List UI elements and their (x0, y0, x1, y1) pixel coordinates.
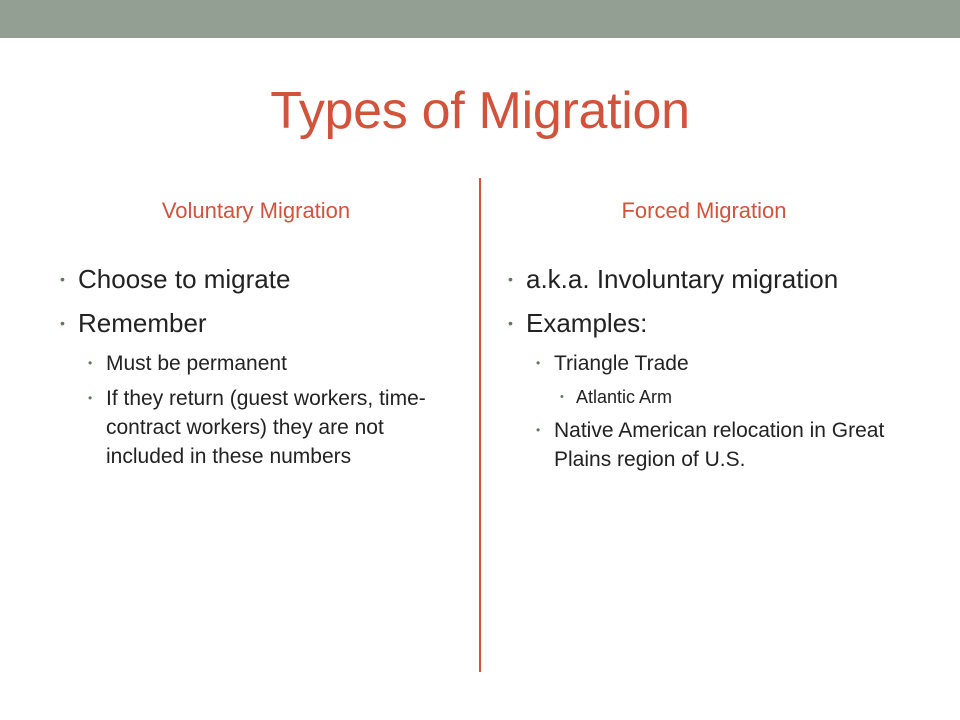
list-item-text: Remember (78, 308, 207, 338)
list-item (504, 305, 914, 341)
list-item-text: If they return (guest workers, time-contract workers) they are not included in these numbers (106, 387, 426, 468)
bullet-icon: • (60, 271, 65, 287)
list-item-text: Triangle Trade (554, 352, 689, 375)
list-item-text: Native American relocation in Great Plains region of U.S. (554, 419, 885, 471)
bullet-icon: • (536, 423, 541, 437)
list-item (504, 261, 914, 297)
list-item-text: a.k.a. Involuntary migration (526, 264, 839, 294)
bullet-icon: • (60, 315, 65, 331)
list-item-text: Atlantic Arm (576, 387, 673, 407)
voluntary-migration-column (56, 197, 456, 477)
forced-migration-header: Forced Migration (621, 198, 787, 223)
voluntary-migration-sublist (56, 349, 456, 471)
bullet-icon: • (508, 315, 513, 331)
top-accent-bar (0, 0, 960, 38)
list-item (556, 384, 914, 410)
slide-title: Types of Migration (270, 82, 690, 140)
bullet-icon: • (508, 271, 513, 287)
list-item (56, 305, 456, 341)
forced-migration-column (504, 197, 914, 480)
bullet-icon: • (88, 391, 93, 405)
list-item (532, 416, 914, 474)
list-item (532, 349, 914, 378)
list-item-text: Choose to migrate (78, 264, 291, 294)
list-item-text: Examples: (526, 308, 648, 338)
forced-migration-list (504, 261, 914, 341)
column-divider (479, 178, 481, 672)
list-item (56, 261, 456, 297)
list-item (84, 349, 456, 378)
list-item (84, 384, 456, 471)
forced-migration-sublist (504, 349, 914, 474)
voluntary-migration-list (56, 261, 456, 341)
list-item-text: Must be permanent (106, 352, 287, 375)
bullet-icon: • (536, 356, 541, 370)
voluntary-migration-header: Voluntary Migration (161, 198, 351, 223)
bullet-icon: • (88, 356, 93, 370)
bullet-icon: • (560, 391, 564, 403)
